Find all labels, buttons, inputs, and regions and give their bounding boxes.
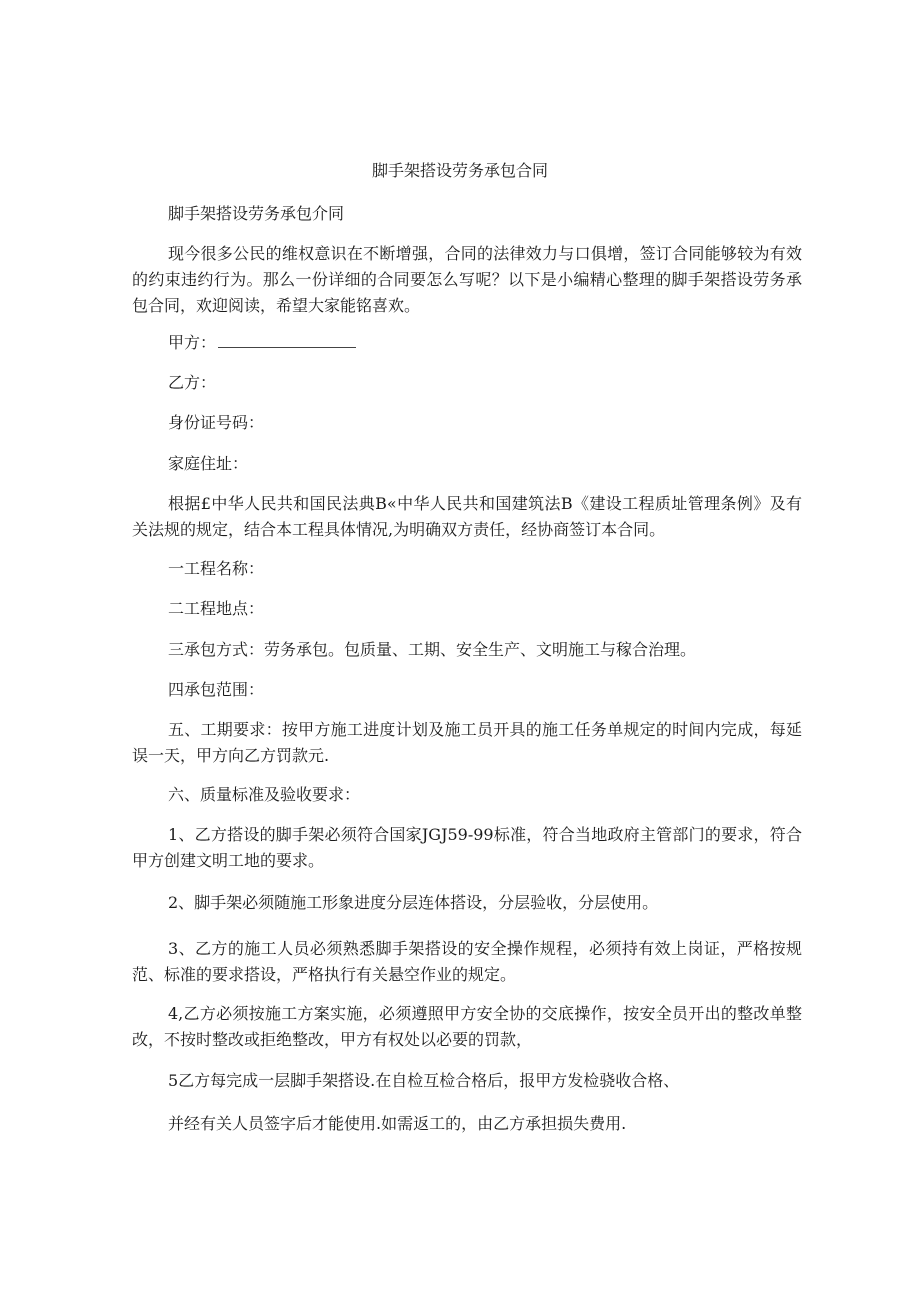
requirement-5-continued: 并经有关人员签字后才能使用.如需返工的，由乙方承担损失费用.: [168, 1114, 627, 1133]
clause-schedule-requirements: 五、工期要求：按甲方施工进度计划及施工员开具的施工任务单规定的时间内完成，每延误一天，甲方向乙方罚款元.: [132, 720, 802, 765]
requirement-2: 2、脚手架必须随施工形象进度分层连体搭设，分层验收，分层使用。: [168, 893, 659, 912]
intro-paragraph: 现今很多公民的维权意识在不断增强，合同的法律效力与口俱增，签订合同能够较为有效的约束违约行为。那么一份详细的合同要怎么写呢？以下是小编精心整理的脚手架搭设劳务承包合同，欢迎阅读，希望大家能铭喜欢。: [132, 244, 802, 315]
requirement-5: 5乙方每完成一层脚手架搭设.在自检互检合格后，报甲方发检骁收合格、: [168, 1071, 680, 1090]
document-title: 脚手架搭设劳务承包合同: [371, 161, 548, 180]
document-subtitle: 脚手架搭设劳务承包介同: [168, 204, 345, 223]
party-a-blank-field: [218, 333, 356, 348]
id-number-label: 身份证号码：: [168, 413, 265, 432]
clause-contract-scope: 四承包范围：: [168, 680, 265, 699]
clause-project-location: 二工程地点：: [168, 599, 265, 618]
party-b-label: 乙方：: [168, 373, 217, 392]
legal-basis-paragraph: 根据£中华人民共和国民法典B«中华人民共和国建筑法B《建设工程质址管理条例》及有关法规的规定，结合本工程具体情况,为明确双方责任，经协商签订本合同。: [132, 494, 802, 539]
party-a-label: 甲方：: [168, 333, 217, 352]
requirement-4: 4,乙方必须按施工方案实施，必须遵照甲方安全协的交底操作，按安全员开出的整改单整改，不按时整改或拒绝整改，甲方有权处以必要的罚款，: [132, 1004, 802, 1049]
requirement-1: 1、乙方搭设的脚手架必须符合国家JGJ59-99标准，符合当地政府主管部门的要求，符合甲方创建文明工地的要求。: [132, 825, 802, 870]
clause-contract-method: 三承包方式：劳务承包。包质量、工期、安全生产、文明施工与稼合治理。: [168, 640, 697, 659]
requirement-3: 3、乙方的施工人员必须熟悉脚手架搭设的安全操作规程，必须持有效上岗证，严格按规范、标准的要求搭设，严格执行有关悬空作业的规定。: [132, 939, 802, 984]
clause-quality-standards: 六、质量标准及验收要求：: [168, 785, 361, 804]
home-address-label: 家庭住址：: [168, 454, 249, 473]
clause-project-name: 一工程名称：: [168, 559, 265, 578]
party-a-line: [132, 330, 802, 356]
